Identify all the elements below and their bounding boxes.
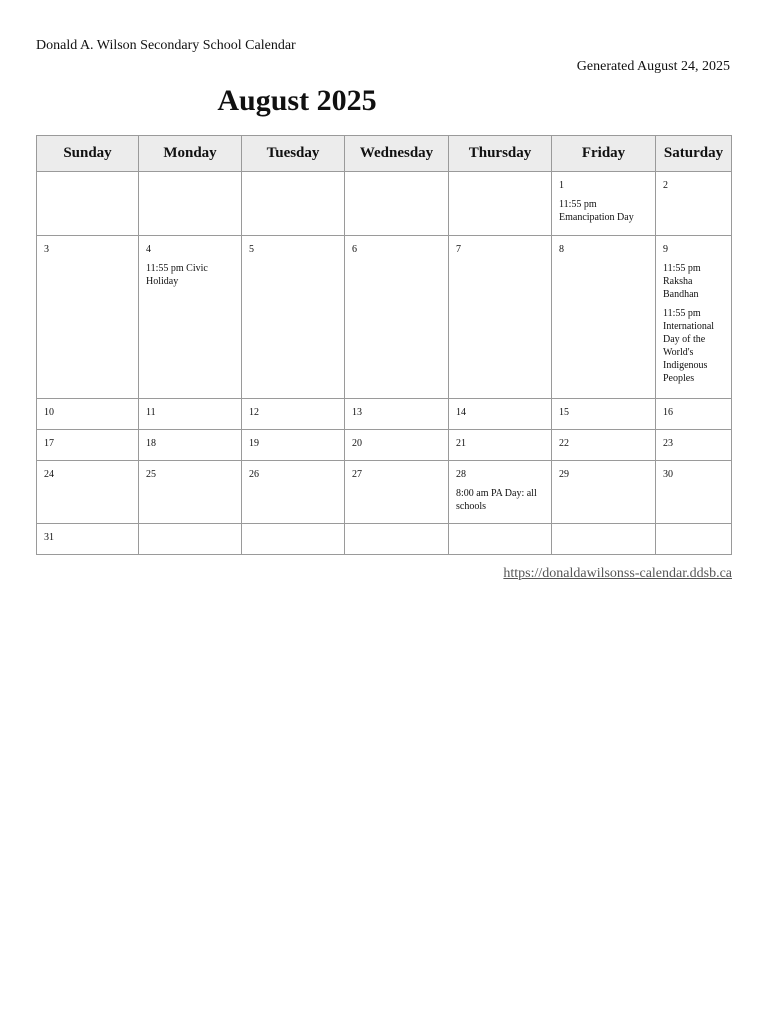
calendar-event[interactable]: 11:55 pm Emancipation Day	[559, 199, 634, 223]
day-cell[interactable]	[656, 172, 732, 236]
day-number: 27	[352, 469, 362, 480]
day-cell[interactable]	[139, 524, 242, 555]
day-cell[interactable]	[37, 236, 139, 399]
day-number: 25	[146, 469, 156, 480]
day-number: 15	[559, 407, 569, 418]
weekday-header: Monday	[139, 136, 242, 172]
day-cell[interactable]	[449, 399, 552, 430]
calendar-website-link[interactable]: https://donaldawilsonss-calendar.ddsb.ca	[503, 566, 732, 581]
day-number: 14	[456, 407, 466, 418]
day-number: 12	[249, 407, 259, 418]
day-cell[interactable]	[37, 461, 139, 524]
week-row	[37, 461, 732, 524]
day-number: 5	[249, 244, 254, 255]
day-cell[interactable]	[345, 236, 449, 399]
day-number: 22	[559, 438, 569, 449]
day-number: 29	[559, 469, 569, 480]
day-number: 3	[44, 244, 49, 255]
day-number: 1	[559, 180, 564, 191]
day-cell[interactable]	[552, 461, 656, 524]
weekday-header: Thursday	[449, 136, 552, 172]
day-cell[interactable]	[656, 399, 732, 430]
calendar-event[interactable]: 11:55 pm Civic Holiday	[146, 263, 208, 287]
day-cell[interactable]	[242, 430, 345, 461]
day-cell[interactable]	[139, 399, 242, 430]
day-cell[interactable]	[37, 172, 139, 236]
day-number: 2	[663, 180, 668, 191]
calendar-event[interactable]: 11:55 pm International Day of the World's Indigenous Peoples	[663, 308, 715, 384]
day-cell[interactable]	[37, 399, 139, 430]
day-cell[interactable]	[449, 430, 552, 461]
day-cell[interactable]	[139, 172, 242, 236]
school-name: Donald A. Wilson Secondary School Calendar	[36, 38, 296, 53]
weekday-header: Saturday	[656, 136, 732, 172]
weekday-header: Tuesday	[242, 136, 345, 172]
weekday-header: Sunday	[37, 136, 139, 172]
day-cell[interactable]	[242, 236, 345, 399]
day-cell[interactable]	[552, 430, 656, 461]
calendar-event[interactable]: 11:55 pm Raksha Bandhan	[663, 263, 701, 300]
week-row	[37, 172, 732, 236]
day-number: 16	[663, 407, 673, 418]
day-number: 11	[146, 407, 156, 418]
month-title: August 2025	[217, 84, 377, 117]
day-cell[interactable]	[345, 399, 449, 430]
day-cell[interactable]	[345, 461, 449, 524]
day-cell[interactable]	[139, 461, 242, 524]
day-cell[interactable]	[345, 172, 449, 236]
day-cell[interactable]	[552, 399, 656, 430]
day-number: 13	[352, 407, 362, 418]
day-number: 26	[249, 469, 259, 480]
day-cell[interactable]	[552, 236, 656, 399]
day-number: 8	[559, 244, 564, 255]
day-number: 30	[663, 469, 673, 480]
day-number: 10	[44, 407, 54, 418]
day-number: 9	[663, 244, 668, 255]
day-number: 20	[352, 438, 362, 449]
calendar-grid	[36, 135, 732, 555]
day-cell[interactable]	[242, 399, 345, 430]
weekday-header-row	[37, 136, 732, 172]
weekday-header: Friday	[552, 136, 656, 172]
day-cell[interactable]	[139, 430, 242, 461]
day-cell[interactable]	[656, 236, 732, 399]
day-cell[interactable]	[37, 524, 139, 555]
day-number: 7	[456, 244, 461, 255]
week-row	[37, 399, 732, 430]
day-cell[interactable]	[242, 172, 345, 236]
day-cell[interactable]	[242, 524, 345, 555]
calendar-event[interactable]: 8:00 am PA Day: all schools	[456, 488, 537, 512]
day-cell[interactable]	[449, 524, 552, 555]
calendar-body	[37, 172, 732, 555]
day-number: 21	[456, 438, 466, 449]
weekday-header: Wednesday	[345, 136, 449, 172]
day-cell[interactable]	[449, 461, 552, 524]
day-cell[interactable]	[656, 461, 732, 524]
day-cell[interactable]	[345, 430, 449, 461]
week-row	[37, 430, 732, 461]
day-cell[interactable]	[139, 236, 242, 399]
day-number: 4	[146, 244, 151, 255]
day-cell[interactable]	[449, 236, 552, 399]
week-row	[37, 524, 732, 555]
day-cell[interactable]	[552, 524, 656, 555]
day-number: 17	[44, 438, 54, 449]
day-number: 18	[146, 438, 156, 449]
day-cell[interactable]	[552, 172, 656, 236]
day-cell[interactable]	[345, 524, 449, 555]
day-cell[interactable]	[656, 430, 732, 461]
day-number: 6	[352, 244, 357, 255]
day-cell[interactable]	[449, 172, 552, 236]
day-number: 23	[663, 438, 673, 449]
day-number: 31	[44, 532, 54, 543]
day-number: 28	[456, 469, 466, 480]
day-number: 19	[249, 438, 259, 449]
day-cell[interactable]	[656, 524, 732, 555]
day-number: 24	[44, 469, 54, 480]
day-cell[interactable]	[37, 430, 139, 461]
day-cell[interactable]	[242, 461, 345, 524]
week-row	[37, 236, 732, 399]
generated-date: Generated August 24, 2025	[576, 59, 730, 74]
